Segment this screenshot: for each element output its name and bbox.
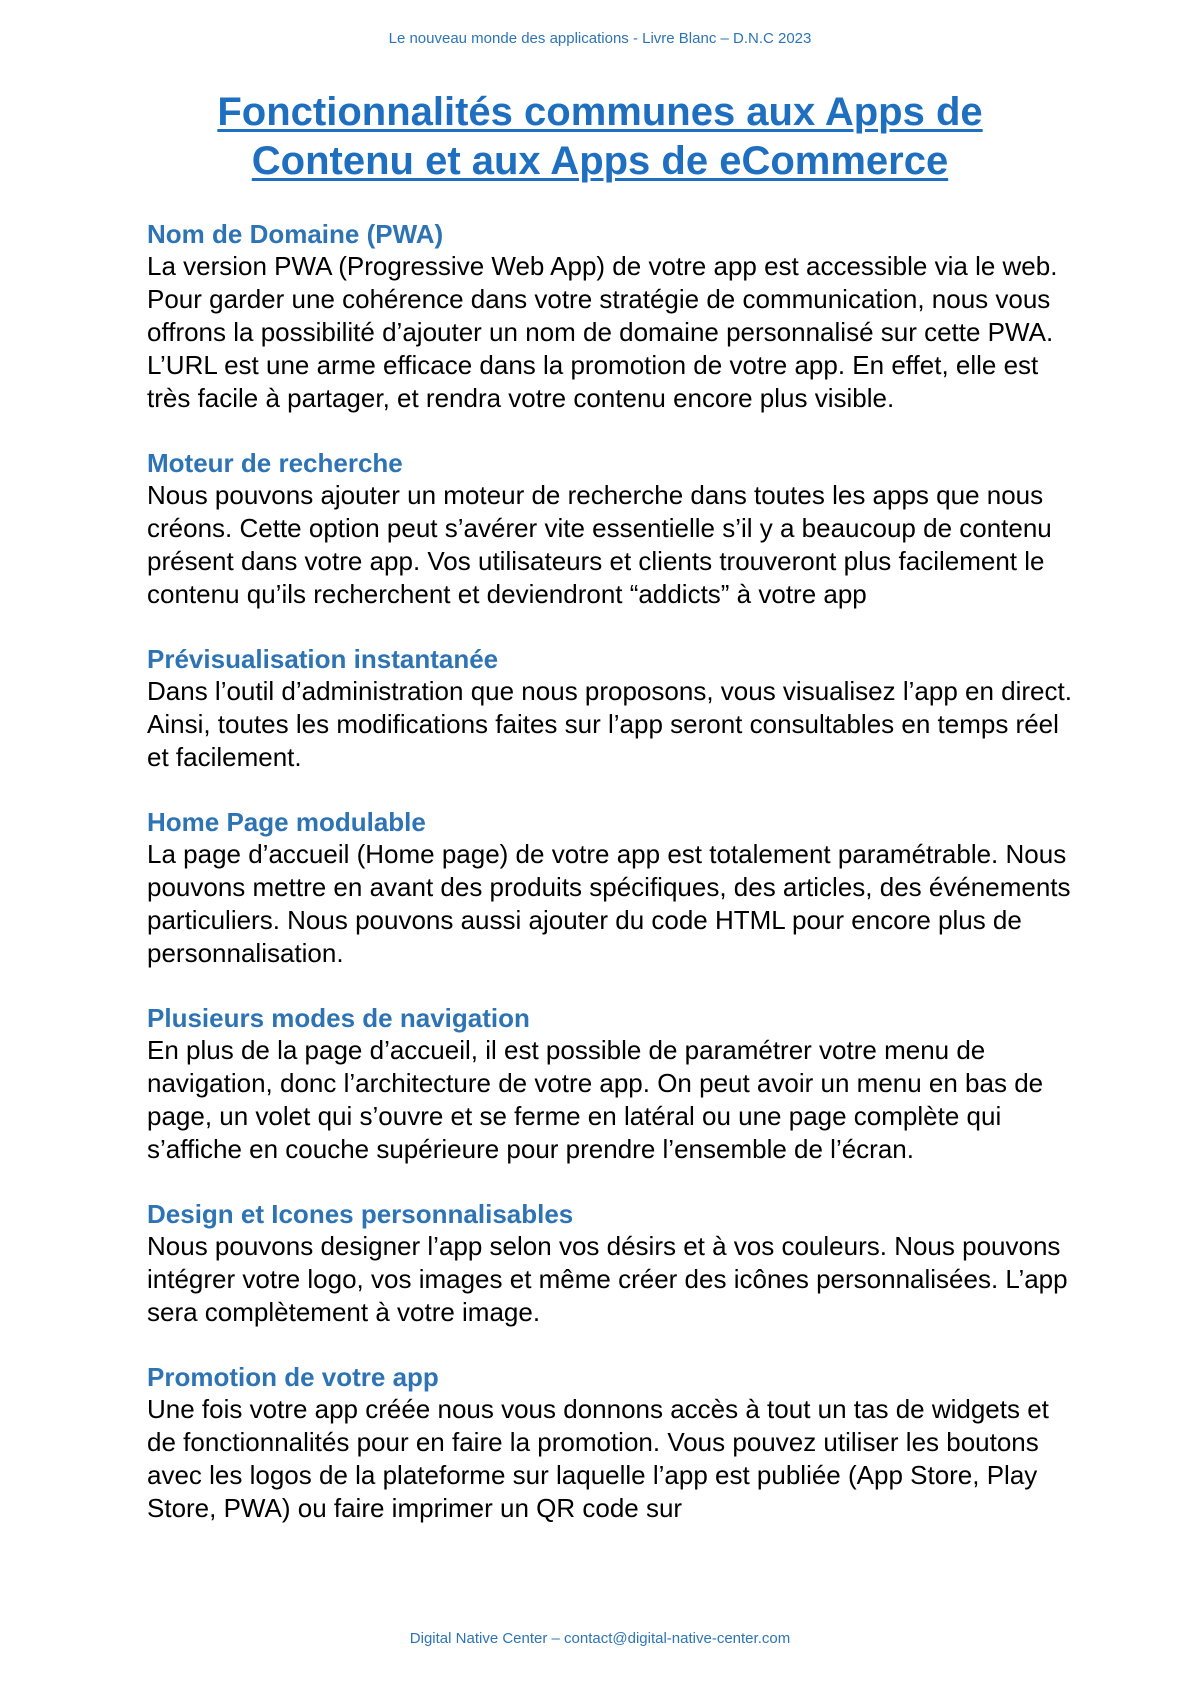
- page-header: Le nouveau monde des applications - Livre Blanc – D.N.C 2023: [388, 30, 812, 47]
- section-title: Nom de Domaine (PWA): [147, 219, 444, 249]
- section-body: Dans l’outil d’administration que nous proposons, vous visualisez l’app en direct. Ainsi, toutes les modifications faites sur l’app seront consultables en temps réel et facilement.: [147, 676, 1072, 772]
- section-body: Nous pouvons ajouter un moteur de recherche dans toutes les apps que nous créons. Cette option peut s’avérer vite essentielle s’il y a beaucoup de contenu présent dans votre app. Vos utilisateurs et clients trouveront plus facilement le contenu qu’ils recherchent et deviendront “addicts” à votre app: [147, 480, 1052, 609]
- page-title: [100, 88, 1100, 186]
- section-body: En plus de la page d’accueil, il est possible de paramétrer votre menu de navigation, donc l’architecture de votre app. On peut avoir un menu en bas de page, un volet qui s’ouvre et se ferme en latéral ou une page complète qui s’affiche en couche supérieure pour prendre l’ensemble de l’écran.: [147, 1035, 1044, 1164]
- section-title: Home Page modulable: [147, 807, 426, 837]
- section-body: La page d’accueil (Home page) de votre app est totalement paramétrable. Nous pouvons mettre en avant des produits spécifiques, des articles, des événements particuliers. Nous pouvons aussi ajouter du code HTML pour encore plus de personnalisation.: [147, 839, 1071, 968]
- document-content: [147, 218, 1082, 1557]
- section-previsualisation: [147, 643, 1082, 774]
- section-title: Prévisualisation instantanée: [147, 644, 499, 674]
- section-title: Plusieurs modes de navigation: [147, 1003, 530, 1033]
- page-title-line-1: Fonctionnalités communes aux Apps de: [217, 90, 983, 134]
- section-promotion: [147, 1361, 1082, 1525]
- section-title: Design et Icones personnalisables: [147, 1199, 574, 1229]
- page-footer: Digital Native Center – contact@digital-native-center.com: [409, 1630, 791, 1647]
- section-design-icones: [147, 1198, 1082, 1329]
- section-body: Nous pouvons designer l’app selon vos désirs et à vos couleurs. Nous pouvons intégrer votre logo, vos images et même créer des icônes personnalisées. L’app sera complètement à votre image.: [147, 1231, 1068, 1327]
- section-body: La version PWA (Progressive Web App) de votre app est accessible via le web. Pour garder une cohérence dans votre stratégie de communication, nous vous offrons la possibilité d’ajouter un nom de domaine personnalisé sur cette PWA. L’URL est une arme efficace dans la promotion de votre app. En effet, elle est très facile à partager, et rendra votre contenu encore plus visible.: [147, 251, 1058, 413]
- section-body: Une fois votre app créée nous vous donnons accès à tout un tas de widgets et de fonctionnalités pour en faire la promotion. Vous pouvez utiliser les boutons avec les logos de la plateforme sur laquelle l’app est publiée (App Store, Play Store, PWA) ou faire imprimer un QR code sur: [147, 1394, 1049, 1523]
- section-moteur-de-recherche: [147, 447, 1082, 611]
- section-title: Moteur de recherche: [147, 448, 403, 478]
- section-navigation: [147, 1002, 1082, 1166]
- section-home-page: [147, 806, 1082, 970]
- section-nom-de-domaine: [147, 218, 1082, 415]
- section-title: Promotion de votre app: [147, 1362, 439, 1392]
- page-title-line-2: Contenu et aux Apps de eCommerce: [251, 139, 949, 183]
